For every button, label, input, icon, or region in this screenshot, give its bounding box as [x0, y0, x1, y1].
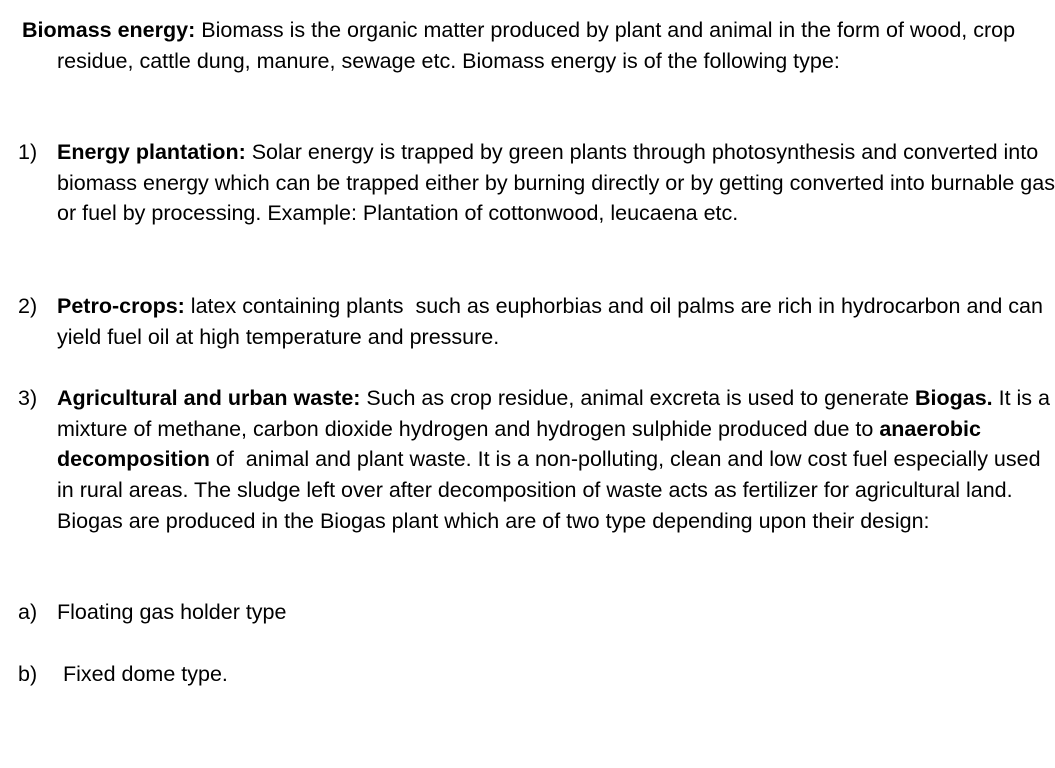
sub-item-text: Floating gas holder type: [57, 600, 287, 624]
item-text: latex containing plants such as euphorbias and oil palms are rich in hydrocarbon and can yield fuel oil at high temperature and pressure.: [57, 294, 1049, 349]
list-item-petro-crops: [18, 291, 1055, 352]
item-text: Such as crop residue, animal excreta is used to generate: [360, 386, 915, 410]
item-text: Solar energy is trapped by green plants through photosynthesis and converted into biomass energy which can be trapped either by burning directly or by getting converted into burnable gas or fuel by processing. Example: Plantation of cottonwood, leucaena etc.: [57, 140, 1055, 226]
intro-paragraph: [22, 15, 1055, 76]
list-marker: 3): [18, 386, 38, 410]
list-item-energy-plantation: [18, 137, 1055, 229]
item-heading: Energy plantation:: [57, 140, 246, 164]
item-heading: Petro-crops:: [57, 294, 185, 318]
sub-item-marker: b): [18, 662, 38, 686]
sub-item-floating-gas-holder: [18, 597, 1055, 628]
item-heading: Agricultural and urban waste:: [57, 386, 361, 410]
item-text: of animal and plant waste. It is a non-polluting, clean and low cost fuel especially used in rural areas. The sludge left over after decomposition of waste acts as fertilizer for agricultural land. Biogas are produced in the Biogas plant which are of two type depending upon their design:: [57, 447, 1047, 533]
biogas-term: Biogas.: [914, 386, 993, 410]
sub-item-text: Fixed dome type.: [57, 662, 228, 686]
list-item-agricultural-urban-waste: [18, 383, 1055, 537]
item-text: It is a mixture of methane, carbon dioxide hydrogen and hydrogen sulphide produced due to: [57, 386, 1050, 441]
list-marker: 1): [18, 140, 38, 164]
intro-text: Biomass is the organic matter produced by plant and animal in the form of wood, crop residue, cattle dung, manure, sewage etc. Biomass energy is of the following type:: [57, 18, 1016, 73]
sub-item-marker: a): [18, 600, 38, 624]
anaerobic-decomposition-term: anaerobic decomposition: [57, 416, 981, 472]
intro-heading: Biomass energy:: [22, 18, 196, 42]
sub-item-fixed-dome: [18, 659, 1055, 690]
list-marker: 2): [18, 294, 38, 318]
